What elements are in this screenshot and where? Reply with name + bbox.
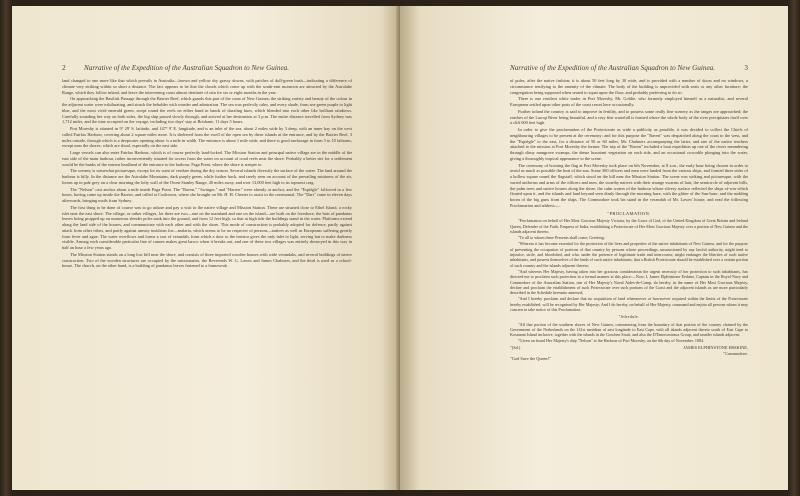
paragraph: There is one resident white trader in Port Moresby, Mr. Goldie, who formerly employed himself as a naturalist, and several Europeans settled upon other parts of the coast resort here occasionally. [510,96,748,107]
paragraph: On approaching the Basilisk Passage through the Barrier Reef, which guards this part of the coast of New Guinea, the striking variety and beauty of the colour in the adjacent water were exhilarating, and struck the beholder with wonder and admiration. The sea was perfectly calm, and every shade, from sea-green purple to light blue, and the most vivid emerald green, swept round the reefs on either hand in bands of dazzling hues, which blended into each other like brilliant rainbows. Carefully sounding her way on both sides, the big ship passed slowly through, and arrived at her destination at 3 p.m. The entire distance travelled from Sydney was 1,712 miles, and the time occupied on the voyage, including two days' stay at Brisbane, 11 days 5 hours. [62,96,352,125]
right-page-number: 3 [744,64,748,72]
proclamation-paragraph: "Proclamation on behalf of Her Most Gracious Majesty Victoria, by the Grace of God, of the United Kingdom of Great Britain and Ireland Queen, Defender of the Faith, Empress of India, establishing a Protectorate of Her Most Gracious Majesty over a portion of New Guinea and the islands adjacent thereto. [510,218,748,234]
signature-title: "Commodore. [723,350,748,356]
paragraph: The "Nelson" cast anchor about a mile inside Paga Point. The "Raven," "Swinger," and "Harrier" were already at anchor, and the "Espiègle" followed in a few hours, having come up inside the Barrier, and called at Cooktown, where she brought on Mr. H. H. Chester to assist in the ceremonial. The "Dart" came in eleven days afterwards, bringing mails from Sydney. [62,186,352,203]
proclamation-paragraph: "Whereas it has become essential for the protection of the lives and properties of the native inhabitants of New Guinea, and for the purpose of preventing the occupation of portions of that country by persons whose proceedings, unsanctioned by any lawful authority, might tend to injustice, strife, and bloodshed, and who, under the pretence of legitimate trade and intercourse, might endanger the liberties of such native inhabitants, and possess themselves of the lands of such native inhabitants, that a British Protectorate should be established over a certain portion of such country and the islands adjacent thereto; [510,241,748,268]
left-running-title: Narrative of the Expedition of the Australian Squadron to New Guinea. [84,64,290,72]
proclamation-paragraph: "Given on board Her Majesty's ship "Nelson" at the Harbour of Port Moresby, on the 6th day of November, 1884. [518,338,705,344]
paragraph: Large vessels can also enter Fairfax Harbour, which is of course perfectly land-locked. The Mission Station and principal native village are in the middle of the east side of the main harbour, rather inconveniently situated for access from the water on account of coral reefs near the shore. Probably a better site for a settlement would be the banks of the eastern headland of the entrance to the harbour, Paga Point, where the shore is steeper to. [62,150,352,167]
proclamation-paragraph: "To all to whom these Presents shall come, Greeting: [518,235,605,241]
paragraph: of poles, after the native fashion; it is about 50 feet long by 30 wide, and is provided with a number of doors and no windows, a circumstance testifying to the amenity of the climate. The body of the building is unprovided with seats or any other furniture; the congregation being supposed when seated to squat upon the floor, and probably preferring to do so. [510,78,748,95]
paragraph: Port Moresby is situated in 9° 29' S. latitude, and 147° 9' E. longitude, and is an inlet of the sea, about 2 miles wide by 3 deep, with an inner bay on the west called Fairfax Harbour, covering about 2 square miles more. It is sheltered from the swell of the open sea by these islands at the entrance, and by the Barrier Reef, 3 miles outside, through which is a deepwater opening about ¼ a mile in width. The entrance is about 1 mile wide, and there is good anchorage in from 5 to 10 fathoms, except near the shores, which are shoal, especially on the east side. [62,126,352,149]
closing-line: "God Save the Queen!" [510,356,551,362]
paragraph: Further inland the country is said to improve in fertility, and to possess some really fine scenery as the ranges are approached; the reaches of the Laroqi River being beautiful, and a very fine waterfall is formed where the whole body of the river precipitates itself over a cliff 600 feet high. [510,108,748,126]
left-page [12,6,402,490]
paragraph: The Mission Station stands on a long low hill near the shore, and consists of three imported wooden houses with wide verandahs, and several buildings of native construction. Two of the wooden structures are occupied by the missionaries, the Reverends W. G. Lawes and James Chalmers, and the third is used as a school-house. The church, on the other hand, is a building of pandanus leaves fastened to a framework [62,251,352,269]
right-page-text [510,78,748,363]
paragraph: The ceremony of hoisting the flag at Port Moresby took place on 6th November, at 8 a.m., the early hour being chosen in order to avoid as much as possible the heat of the sun. Some 300 officers and men were landed from the various ships, and formed three sides of a hollow square round the flagstaff, which stood on the hill near the Mission Station. The scene was striking and picturesque, with the varied uniforms and arms of the officers and men, the swarthy natives with their strange swarms of hair, the semicircle of adjacent hills, the palm trees and native houses along the shore, the calm waters of the harbour whose silvery surface reflected the ships of-war which floated upon it, and the islands and land beyond seen dimly through the morning haze, with the glitter of the Sun-haze, and the nodding boom of the big guns from the ships. The Commodore took his stand in the verandah of Mr. Lawes' house, and read the following Proclamation and address:— [510,162,748,208]
right-gutter-shadow [400,6,420,490]
signature-name: JAMES ELPHINSTONE ERSKINE, [683,344,748,350]
paragraph: In order to give the proclamation of the Protectorate as wide a publicity as possible, it was decided to collect the Chiefs of neighbouring villages to be present at the ceremony; and for this purpose the "Raven" was despatched along the coast to the west, and the "Espiègle" to the east, for a distance of 50 or 60 miles, Mr. Chalmers accompanying the latter, and one of the native teachers attached to the mission at Port Moresby the former. The trip of the "Raven" included a boat expedition up one of the rivers meandering through slimy mangrove swamps, the dense luxuriant vegetation on each side, and an occasional crocodile plunging into the water, giving a thoroughly tropical appearance to the scene. [510,127,748,161]
left-page-text [62,78,352,270]
right-page [400,6,788,490]
paragraph: The first thing to be done of course was to go ashore and pay a visit to the native village and Mission Station. These are situated close to Ethel Island, a rocky islet near the east shore. The village, or rather villages, for there are two—one on the mainland and one on the island—are built on the foreshore, the huts of pandanus leaves being propped up on numerous slender poles sunk into the ground, and from 12 feet high, so that at high tide the buildings stand in the water. Platforms extend along the land side of the houses, and communicate with each other and with the shore. This mode of construction is probably adopted for defence, partly against attack from other tribes, and partly against uneasy insidious foe—malaria, which seems to be no respecter of persons—natives as well as Europeans suffering greatly from fever and ague. The water overflows and forms a sort of verandah, from which a door to the interior gives the only inlet to light, serving but to make darkness visible. Among each considerable particular line of canoes makes great havoc when it breaks out, and one of these two villages was entirely destroyed in this way in half an hour a few years ago. [62,204,352,250]
schedule-heading: "Schedule. [618,314,640,320]
proclamation-paragraph: "And I hereby proclaim and declare that no acquisition of land whensoever or howsoever acquired within the limits of the Protectorate hereby established, will be recognised by Her Majesty; And I do hereby, on behalf of Her Majesty, command and enjoin all persons whom it may concern to take notice of this Proclamation. [510,296,748,312]
proclamation-heading: "PROCLAMATION. [607,210,651,216]
paragraph: land changed to one more like that which prevails in Australia—brown and yellow dry grassy downs, with patches of dull-green bush—indicating a difference of climate very striking within so short a distance. The fact appears to be that the clouds which come up with the south-east monsoon are attracted by the Astrolabe Range, which they follow inland, and leave the intervening coast almost destitute of rain for six or eight months in the year. [62,78,352,95]
left-page-number: 2 [62,64,66,72]
paragraph: The scenery is somewhat picturesque, except for its want of verdure during the dry season. Several islands diversify the surface of the water. The land around the harbour is hilly. In the distance are the Astrolabe Mountains, dark purply green, while further back, and rarely seen on account of the prevailing mistiness of the air, looms up in pale grey on a clear morning the lofty wall of the Owen Stanley Range, 40 miles away, and over 13,000 feet high to its topmost crag. [62,168,352,185]
right-running-title: Narrative of the Expedition of the Australian Squadron to New Guinea. [510,64,716,72]
proclamation-paragraph: "All that portion of the southern shores of New Guinea, commencing from the boundary of that portion of the country claimed by the Government of the Netherlands on the 141st meridian of east longitude to East Cape, with all islands adjacent thereto south of East Cape to Kosmann Island inclusive, together with the islands in the Goschen Strait, and also the D'Entrecasteaux Group, and smaller islands adjacent. [510,321,748,338]
signature-mark: "(Sd.) [510,344,521,350]
proclamation-paragraph: "And whereas Her Majesty, having taken into her gracious consideration the urgent necessity of her protection to such inhabitants, has directed me to proclaim such protection in a formal manner at this place:—Now, I, James Elphinstone Erskine, Captain in the Royal Navy and Commodore of the Australian Station, one of Her Majesty's Naval Aides-de-Camp, do hereby, in the name of Her Most Gracious Majesty, declare and proclaim the establishment of such Protectorate over such portions of the Coast and the adjacent islands as are more particularly described in the Schedule hereunto annexed; [510,268,748,296]
